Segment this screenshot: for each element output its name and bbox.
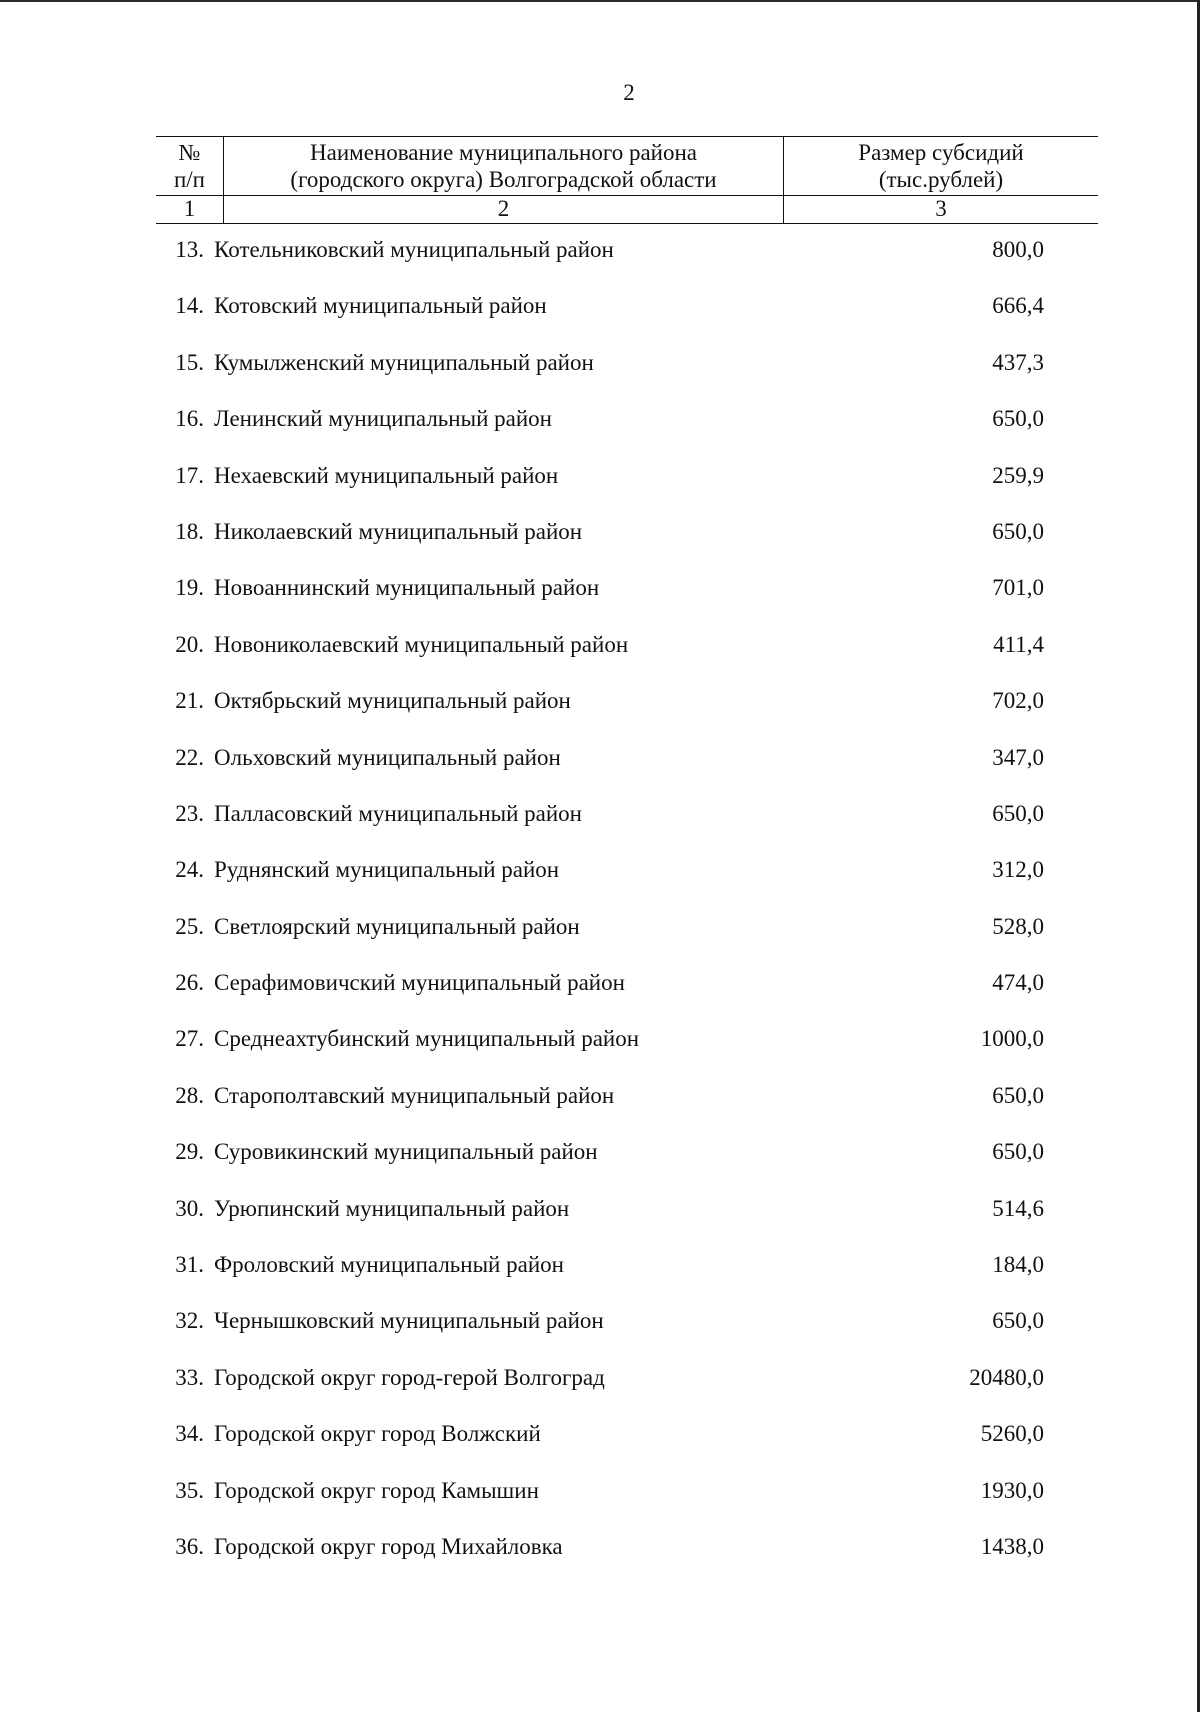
- row-district-name: Городской округ город Волжский: [214, 1421, 541, 1447]
- row-number: 23.: [175, 800, 204, 826]
- table-row: [156, 730, 1098, 786]
- row-district-name: Светлоярский муниципальный район: [214, 913, 580, 939]
- table-row: [156, 391, 1098, 447]
- row-district-name: Новоаннинский муниципальный район: [214, 575, 600, 601]
- row-number: 30.: [175, 1195, 204, 1221]
- row-subsidy-amount: 650,0: [992, 800, 1044, 826]
- header-col-number: [156, 137, 224, 195]
- row-district-name: Городской округ город Михайловка: [214, 1533, 563, 1559]
- row-district-name: Чернышковский муниципальный район: [214, 1308, 604, 1334]
- header-col-amount-line2: (тыс.рублей): [878, 167, 1004, 192]
- row-subsidy-amount: 650,0: [992, 406, 1044, 432]
- header-col-amount-index: 3: [935, 196, 947, 221]
- row-district-name: Суровикинский муниципальный район: [214, 1139, 598, 1165]
- table-row: [156, 560, 1098, 616]
- row-district-name: Николаевский муниципальный район: [214, 518, 583, 544]
- row-subsidy-amount: 1930,0: [980, 1477, 1044, 1503]
- row-number: 34.: [175, 1421, 204, 1447]
- row-number: 13.: [175, 237, 204, 262]
- table-row: [156, 504, 1098, 560]
- row-number: 17.: [175, 462, 204, 488]
- table-row: [156, 786, 1098, 842]
- row-subsidy-amount: 666,4: [992, 293, 1044, 319]
- header-col-name: [224, 137, 784, 195]
- table-row: [156, 1237, 1098, 1293]
- row-number: 15.: [175, 349, 204, 375]
- row-subsidy-amount: 20480,0: [969, 1364, 1044, 1390]
- header-col-name-line1: Наименование муниципального района: [310, 140, 697, 165]
- row-number: 25.: [175, 913, 204, 939]
- header-col-amount: [784, 137, 1098, 195]
- table-row: [156, 1406, 1098, 1462]
- row-number: 21.: [175, 688, 204, 714]
- row-number: 24.: [175, 857, 204, 883]
- row-district-name: Котовский муниципальный район: [214, 293, 547, 319]
- header-col-name-index: 2: [224, 196, 784, 223]
- row-district-name: Палласовский муниципальный район: [214, 800, 582, 826]
- row-number: 35.: [175, 1477, 204, 1503]
- row-district-name: Новониколаевский муниципальный район: [214, 631, 629, 657]
- row-subsidy-amount: 5260,0: [980, 1421, 1044, 1447]
- header-numbers-row: [156, 196, 1098, 223]
- row-subsidy-amount: 1000,0: [980, 1026, 1044, 1052]
- row-district-name: Среднеахтубинский муниципальный район: [214, 1026, 640, 1052]
- header-col-number-line2: п/п: [173, 167, 205, 192]
- row-number: 26.: [175, 970, 204, 996]
- row-district-name: Серафимовичский муниципальный район: [214, 970, 625, 996]
- header-col-name-line2: (городского округа) Волгоградской области: [290, 167, 717, 192]
- row-district-name: Руднянский муниципальный район: [214, 857, 560, 883]
- table-row: [156, 222, 1098, 278]
- table-row: [156, 278, 1098, 334]
- row-district-name: Кумылженский муниципальный район: [214, 349, 594, 375]
- header-col-amount-line1: Размер субсидий: [858, 140, 1024, 165]
- row-subsidy-amount: 1438,0: [980, 1533, 1044, 1559]
- row-number: 32.: [175, 1308, 204, 1334]
- row-number: 33.: [175, 1364, 204, 1390]
- table-row: [156, 1011, 1098, 1067]
- header-col-number-line1: №: [178, 140, 201, 165]
- row-subsidy-amount: 701,0: [992, 575, 1044, 601]
- table-row: [156, 1181, 1098, 1237]
- table-row: [156, 448, 1098, 504]
- row-district-name: Ленинский муниципальный район: [214, 406, 552, 432]
- row-number: 14.: [175, 293, 204, 319]
- row-district-name: Котельниковский муниципальный район: [214, 237, 614, 262]
- row-subsidy-amount: 650,0: [992, 1139, 1044, 1165]
- row-district-name: Ольховский муниципальный район: [214, 744, 561, 770]
- row-subsidy-amount: 650,0: [992, 1082, 1044, 1108]
- row-subsidy-amount: 312,0: [992, 857, 1044, 883]
- table-row: [156, 335, 1098, 391]
- row-district-name: Городской округ город Камышин: [214, 1477, 539, 1503]
- row-number: 22.: [175, 744, 204, 770]
- row-number: 31.: [175, 1252, 204, 1278]
- row-subsidy-amount: 347,0: [992, 744, 1044, 770]
- row-subsidy-amount: 650,0: [992, 1308, 1044, 1334]
- table-row: [156, 899, 1098, 955]
- table-row: [156, 842, 1098, 898]
- header-col-number-index: 1: [156, 196, 224, 223]
- row-number: 27.: [175, 1026, 204, 1052]
- table-row: [156, 1068, 1098, 1124]
- table-row: [156, 1463, 1098, 1519]
- table-row: [156, 1124, 1098, 1180]
- row-number: 18.: [175, 518, 204, 544]
- row-district-name: Урюпинский муниципальный район: [214, 1195, 570, 1221]
- row-number: 19.: [175, 575, 204, 601]
- row-subsidy-amount: 474,0: [992, 970, 1044, 996]
- row-subsidy-amount: 411,4: [993, 631, 1044, 657]
- table-header: [156, 136, 1098, 224]
- row-district-name: Старополтавский муниципальный район: [214, 1082, 615, 1108]
- row-district-name: Нехаевский муниципальный район: [214, 462, 559, 488]
- table-row: [156, 955, 1098, 1011]
- row-district-name: Октябрьский муниципальный район: [214, 688, 571, 714]
- row-subsidy-amount: 528,0: [992, 913, 1044, 939]
- page-number: 2: [623, 80, 635, 105]
- row-subsidy-amount: 514,6: [992, 1195, 1044, 1221]
- table-row: [156, 673, 1098, 729]
- table-row: [156, 1519, 1098, 1575]
- row-number: 28.: [175, 1082, 204, 1108]
- table-row: [156, 1293, 1098, 1349]
- row-subsidy-amount: 800,0: [992, 237, 1044, 262]
- row-number: 29.: [175, 1139, 204, 1165]
- row-subsidy-amount: 437,3: [992, 349, 1044, 375]
- header-titles-row: [156, 137, 1098, 196]
- row-district-name: Городской округ город-герой Волгоград: [214, 1364, 605, 1390]
- row-district-name: Фроловский муниципальный район: [214, 1252, 564, 1278]
- row-number: 36.: [175, 1533, 204, 1559]
- row-subsidy-amount: 184,0: [992, 1252, 1044, 1278]
- row-subsidy-amount: 259,9: [992, 462, 1044, 488]
- scan-edge-top: [0, 0, 1200, 2]
- row-number: 20.: [175, 631, 204, 657]
- row-subsidy-amount: 702,0: [992, 688, 1044, 714]
- table-row: [156, 617, 1098, 673]
- row-number: 16.: [175, 406, 204, 432]
- row-subsidy-amount: 650,0: [992, 518, 1044, 544]
- table-body: [156, 222, 1098, 1575]
- table-row: [156, 1350, 1098, 1406]
